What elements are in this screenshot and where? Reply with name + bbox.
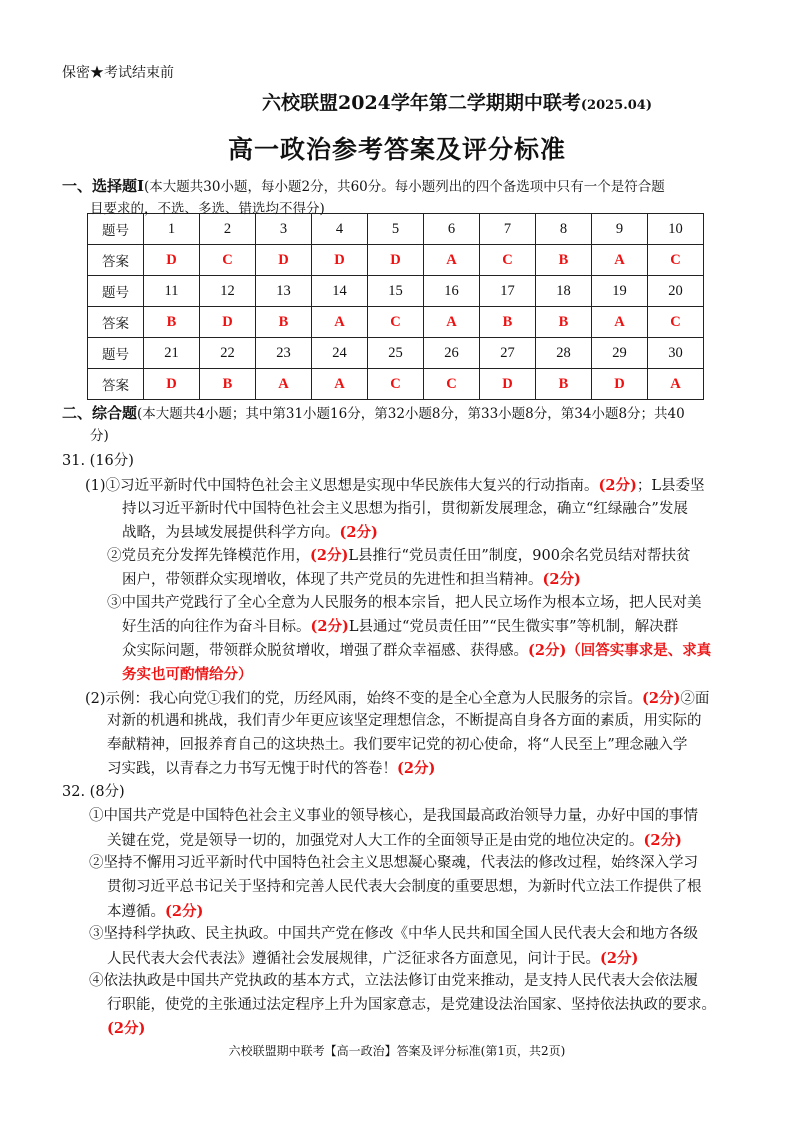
exam-date: (2025.04) — [580, 98, 652, 113]
q32-p3-text: 人民代表大会代表法》遵循社会发展规律，广泛征求各方面意见，问计于民。 — [107, 951, 600, 967]
q31-p3-line1: ③中国共产党践行了全心全意为人民服务的根本宗旨，把人民立场作为根本立场，把人民对美 — [107, 595, 702, 611]
q31-p1-text: ；L县委坚 — [636, 478, 705, 494]
section2-desc-line2: 分) — [90, 428, 109, 444]
question-number-cell: 8 — [536, 214, 592, 245]
q31-p3-line2 — [122, 615, 678, 640]
q32-p1-line1: ①中国共产党是中国特色社会主义事业的领导核心，是我国最高政治领导力量，办好中国的事情 — [89, 808, 698, 824]
question-number-cell: 10 — [648, 214, 704, 245]
question-number-cell: 3 — [256, 214, 312, 245]
answer-cell: A — [592, 307, 648, 338]
q31-p4-text: 习实践，以青春之力书写无愧于时代的答卷！ — [107, 761, 397, 777]
question-number-cell: 20 — [648, 276, 704, 307]
section2-heading: 二、综合题 — [62, 404, 138, 422]
answer-row — [88, 307, 704, 338]
answer-cell: A — [648, 369, 704, 400]
answer-row — [88, 245, 704, 276]
q32-p2-line3 — [107, 900, 203, 925]
question-number-row — [88, 214, 704, 245]
score-badge: (2分) — [642, 690, 681, 707]
question-number-cell: 7 — [480, 214, 536, 245]
answer-cell: B — [200, 369, 256, 400]
q31-p2-text: 困户，带领群众实现增收，体现了共产党员的先进性和担当精神。 — [122, 572, 543, 588]
row-label-answer: 答案 — [88, 245, 144, 276]
question-number-cell: 28 — [536, 338, 592, 369]
q31-p3-line3 — [122, 639, 711, 664]
section1-heading: 一、选择题Ⅰ — [62, 177, 145, 195]
score-badge: (2分) — [310, 547, 349, 564]
q31-p3-text: L县通过“党员责任田”“民生微实事”等机制，解决群 — [348, 619, 679, 635]
answer-cell: C — [648, 307, 704, 338]
score-badge: (2分)（回答实事求是、求真 — [528, 642, 712, 659]
q32-p1-line2 — [107, 829, 682, 854]
answer-cell: D — [144, 245, 200, 276]
q31-p2-text: ②党员充分发挥先锋模范作用， — [107, 548, 310, 564]
answer-cell: C — [480, 245, 536, 276]
q31-p1-line1 — [85, 474, 705, 499]
score-badge: (2分) — [310, 618, 349, 635]
score-badge: (2分) — [600, 950, 639, 967]
question-number-cell: 21 — [144, 338, 200, 369]
score-badge: (2分) — [107, 1020, 146, 1037]
confidential-notice: 保密★考试结束前 — [62, 65, 174, 81]
q31-p4-line4 — [107, 757, 435, 782]
q32-label: 32. (8分) — [62, 784, 125, 800]
section2-header — [62, 402, 742, 447]
question-number-cell: 22 — [200, 338, 256, 369]
question-number-cell: 25 — [368, 338, 424, 369]
score-badge: (2分) — [643, 832, 682, 849]
q31-p2-line2 — [122, 568, 581, 593]
answer-cell: C — [424, 369, 480, 400]
question-number-cell: 15 — [368, 276, 424, 307]
answer-cell: D — [200, 307, 256, 338]
question-number-cell: 29 — [592, 338, 648, 369]
page-footer: 六校联盟期中联考【高一政治】答案及评分标准(第1页，共2页) — [228, 1044, 566, 1058]
question-number-cell: 14 — [312, 276, 368, 307]
answer-cell: B — [256, 307, 312, 338]
question-number-cell: 9 — [592, 214, 648, 245]
answer-cell: D — [256, 245, 312, 276]
answer-cell: B — [536, 369, 592, 400]
q31-p4-text: ②面 — [680, 691, 710, 707]
q31-p3-text: 众实际问题，带领群众脱贫增收，增强了群众幸福感、获得感。 — [122, 643, 528, 659]
q32-p3-line2 — [107, 947, 638, 972]
q31-label: 31. (16分) — [62, 453, 134, 469]
question-number-cell: 16 — [424, 276, 480, 307]
answer-cell: B — [480, 307, 536, 338]
answer-cell: B — [536, 245, 592, 276]
q32-p3-line1: ③坚持科学执政、民主执政。中国共产党在修改《中华人民共和国全国人民代表大会和地方各级 — [89, 926, 698, 942]
section1-desc-line2: 目要求的，不选、多选、错选均不得分) — [90, 201, 325, 217]
q31-p3-grading-note: 务实也可酌情给分） — [122, 666, 253, 683]
row-label-answer: 答案 — [88, 307, 144, 338]
score-badge: (2分) — [339, 524, 378, 541]
score-badge: (2分) — [598, 477, 637, 494]
question-number-cell: 6 — [424, 214, 480, 245]
answer-cell: D — [480, 369, 536, 400]
answer-cell: C — [648, 245, 704, 276]
answer-table — [87, 213, 704, 400]
row-label-question: 题号 — [88, 338, 144, 369]
answer-cell: A — [312, 307, 368, 338]
answer-cell: C — [200, 245, 256, 276]
answer-cell: D — [368, 245, 424, 276]
answer-cell: A — [424, 245, 480, 276]
section2-desc-line1: (本大题共4小题；其中第31小题16分，第32小题8分，第33小题8分，第34小题8分；共40 — [137, 406, 685, 422]
q32-p2-line2: 贯彻习近平总书记关于坚持和完善人民代表大会制度的重要思想，为新时代立法工作提供了根 — [107, 879, 702, 895]
q32-p2-line1: ②坚持不懈用习近平新时代中国特色社会主义思想凝心聚魂，代表法的修改过程，始终深入学习 — [89, 855, 698, 871]
row-label-question: 题号 — [88, 214, 144, 245]
question-number-row — [88, 338, 704, 369]
q31-p4-line2: 对新的机遇和挑战，我们青少年更应该坚定理想信念，不断提高自身各方面的素质，用实际的 — [107, 713, 702, 729]
question-number-cell: 13 — [256, 276, 312, 307]
score-badge: (2分) — [397, 760, 436, 777]
question-number-cell: 12 — [200, 276, 256, 307]
question-number-cell: 4 — [312, 214, 368, 245]
question-number-cell: 5 — [368, 214, 424, 245]
question-number-cell: 18 — [536, 276, 592, 307]
question-number-cell: 30 — [648, 338, 704, 369]
answer-cell: D — [312, 245, 368, 276]
q31-p1-line3 — [122, 521, 378, 546]
question-number-cell: 23 — [256, 338, 312, 369]
q31-p2-line1 — [107, 544, 690, 569]
answer-cell: C — [368, 307, 424, 338]
question-number-row — [88, 276, 704, 307]
question-number-cell: 19 — [592, 276, 648, 307]
question-number-cell: 26 — [424, 338, 480, 369]
q31-p1-text: 战略，为县域发展提供科学方向。 — [122, 525, 340, 541]
q31-p4-text: (2)示例：我心向党①我们的党，历经风雨，始终不变的是全心全意为人民服务的宗旨。 — [85, 691, 643, 707]
document-title: 高一政治参考答案及评分标准 — [227, 135, 566, 164]
question-number-cell: 11 — [144, 276, 200, 307]
answer-cell: B — [144, 307, 200, 338]
answer-cell: D — [592, 369, 648, 400]
row-label-answer: 答案 — [88, 369, 144, 400]
q32-p2-text: 本遵循。 — [107, 904, 165, 920]
q31-p1-text: (1)①习近平新时代中国特色社会主义思想是实现中华民族伟大复兴的行动指南。 — [85, 478, 599, 494]
score-badge: (2分) — [165, 903, 204, 920]
row-label-question: 题号 — [88, 276, 144, 307]
q31-p1-line2: 持以习近平新时代中国特色社会主义思想为指引，贯彻新发展理念，确立“红绿融合”发展 — [122, 501, 688, 517]
q32-p4-line1: ④依法执政是中国共产党执政的基本方式，立法法修订由党来推动，是支持人民代表大会依法履 — [89, 973, 698, 989]
question-number-cell: 1 — [144, 214, 200, 245]
answer-cell: A — [592, 245, 648, 276]
answer-row — [88, 369, 704, 400]
section1-desc-line1: (本大题共30小题，每小题2分，共60分。每小题列出的四个备选项中只有一个是符合题 — [144, 179, 665, 195]
answer-cell: A — [312, 369, 368, 400]
exam-title-text: 六校联盟2024学年第二学期期中联考 — [262, 92, 581, 114]
question-number-cell: 17 — [480, 276, 536, 307]
answer-cell: D — [144, 369, 200, 400]
q31-p2-text: L县推行“党员责任田”制度，900余名党员结对帮扶贫 — [348, 548, 691, 564]
answer-cell: B — [536, 307, 592, 338]
score-badge: (2分) — [542, 571, 581, 588]
q31-p4-line3: 奉献精神，回报养育自己的这块热土。我们要牢记党的初心使命，将“人民至上”理念融入学 — [107, 737, 688, 753]
answer-cell: C — [368, 369, 424, 400]
exam-title — [0, 88, 794, 115]
q32-p4-line2: 行职能，使党的主张通过法定程序上升为国家意志，是党建设法治国家、坚持依法执政的要求。 — [107, 997, 716, 1013]
q31-p3-text: 好生活的向往作为奋斗目标。 — [122, 619, 311, 635]
question-number-cell: 24 — [312, 338, 368, 369]
question-number-cell: 27 — [480, 338, 536, 369]
q32-p1-text: 关键在党，党是领导一切的，加强党对人大工作的全面领导正是由党的地位决定的。 — [107, 833, 644, 849]
question-number-cell: 2 — [200, 214, 256, 245]
answer-cell: A — [424, 307, 480, 338]
q31-p4-line1 — [85, 687, 709, 712]
answer-cell: A — [256, 369, 312, 400]
